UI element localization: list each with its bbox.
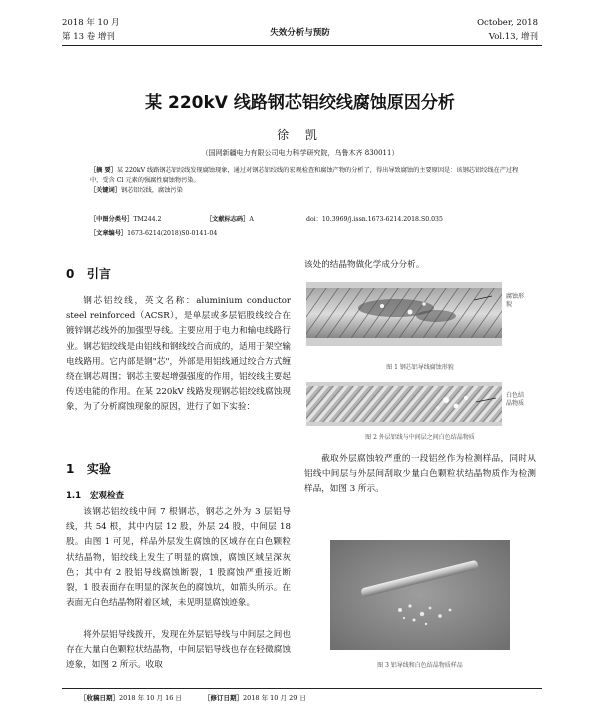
revised-value: 2018 年 10 月 29 日 — [243, 694, 306, 702]
abstract-text: 某 220kV 线路钢芯铝绞线发现腐蚀现象，通过对钢芯铝绞线的宏观检查和腐蚀产物的分析了，得出导致腐蚀的主要原因是：该钢芯铝绞线在产过程中，受含 Cl 元素的强腐性腐蚀物污染。 — [90, 167, 519, 184]
macro-paragraph-2: 将外层铝导线拨开，发现在外层铝导线与中间层之间也存在大量白色颗粒状结晶物，中间层铝导线也存在轻微腐蚀迹象，如图 2 所示。收取 — [66, 630, 291, 671]
paper-title: 某 220kV 线路钢芯铝绞线腐蚀原因分析 — [145, 93, 455, 113]
header-rule — [62, 45, 542, 46]
section-0-title: 引言 — [86, 267, 111, 281]
keywords: 钢芯铝绞线，腐蚀污染 — [120, 187, 183, 194]
figure-3-image — [330, 540, 510, 650]
right-top-text: 该处的结晶物做化学成分分析。 — [304, 260, 425, 270]
macro-paragraph-1: 该钢芯铝绞线中间 7 根钢芯，钢芯之外为 3 层铝导线，共 54 根，其中内层 12 股，外层 24 股，中间层 18 股。由图 1 可见，样品外层发生腐蚀的区域存在白色颗粒状结晶物，铝绞线上发生了明显的腐蚀，腐蚀区域呈深灰色；其中有 2 股铝导线腐蚀断裂，1 股腐蚀严重接近断裂，1 股表面存在明显的深灰色的腐蚀坑，如箭头所示。在表面无白色结晶物附着区域，未见明显腐蚀迹象。 — [66, 507, 291, 609]
abstract — [90, 166, 520, 196]
header-date-en: October, 2018 — [477, 18, 538, 28]
received-value: 2018 年 10 月 16 日 — [119, 694, 182, 702]
revised-date — [204, 693, 306, 702]
figure-2-caption: 图 2 外层铝线与中间层之间白色结晶物质 — [365, 434, 475, 441]
author: 徐 凯 — [277, 128, 323, 142]
received-label: ［收稿日期］ — [80, 694, 119, 702]
article-number — [90, 228, 217, 237]
figure-1-callout: 腐蚀形貌 — [506, 293, 525, 308]
intro-paragraph: 钢芯铝绞线，英文名称：aluminium conductor steel reinforced（ACSR），是单层或多层铝股线绞合在镀锌钢芯线外的加强型导线。主要应用于电力和输电线路行业。钢芯铝绞线是由铝线和钢线绞合而成的，适用于架空输电线路用。它内部是钢"芯"，外部是用铝线通过绞合方式缠绕在钢芯周围；钢芯主要起增强强度的作用，铝绞线主要起传送电能的作用。在某 220kV 线路发现钢芯铝绞线腐蚀现象，为了分析腐蚀现象的原因，进行了如下实验： — [66, 296, 291, 413]
document-code-label: ［文献标志码］ — [206, 216, 250, 223]
document-code — [206, 214, 254, 223]
article-number-label: ［文章编号］ — [90, 230, 128, 237]
section-0-number: 0 — [66, 267, 75, 281]
figure-1-caption: 图 1 钢芯铝导线腐蚀形貌 — [386, 364, 454, 371]
section-1-number: 1 — [66, 462, 75, 476]
section-1-1-number: 1.1 — [66, 491, 82, 501]
affiliation: （国网新疆电力有限公司电力科学研究院，乌鲁木齐 830011） — [201, 149, 399, 157]
class-number-value: TM244.2 — [133, 216, 162, 223]
sample-paragraph: 截取外层腐蚀较严重的一段铝丝作为检测样品，同时从铝线中间层与外层间刮取少量白色颗粒状结晶物质作为检测样品，如图 3 所示。 — [304, 454, 536, 495]
header-volume-en: Vol.13, 增刊 — [488, 32, 538, 42]
doi: doi：10.3969/j.issn.1673-6214.2018.S0.035 — [306, 216, 443, 223]
section-1-heading — [66, 460, 111, 477]
figure-2-image — [306, 382, 502, 426]
header-volume: 第 13 卷 增刊 — [62, 32, 115, 42]
document-code-value: A — [249, 216, 254, 223]
header-date: 2018 年 10 月 — [62, 18, 120, 28]
keywords-label: ［关键词］ — [90, 187, 121, 194]
section-1-1-heading — [66, 489, 124, 501]
revised-label: ［修订日期］ — [204, 694, 243, 702]
figure-3-caption: 图 3 铝导线和白色结晶物质样品 — [377, 662, 463, 669]
class-number-label: ［中图分类号］ — [90, 216, 134, 223]
footer-rule — [62, 688, 542, 689]
journal-name: 失效分析与预防 — [270, 28, 330, 38]
figure-2-callout: 白色结晶物质 — [506, 392, 525, 407]
abstract-label: ［摘 要］ — [90, 167, 117, 174]
section-1-title: 实验 — [86, 462, 111, 476]
received-date — [80, 693, 182, 702]
article-number-value: 1673-6214(2018)S0-0141-04 — [127, 230, 218, 237]
figure-1-image — [306, 282, 502, 346]
section-0-heading — [66, 265, 111, 282]
class-number — [90, 214, 162, 223]
section-1-1-title: 宏观检查 — [89, 491, 124, 501]
